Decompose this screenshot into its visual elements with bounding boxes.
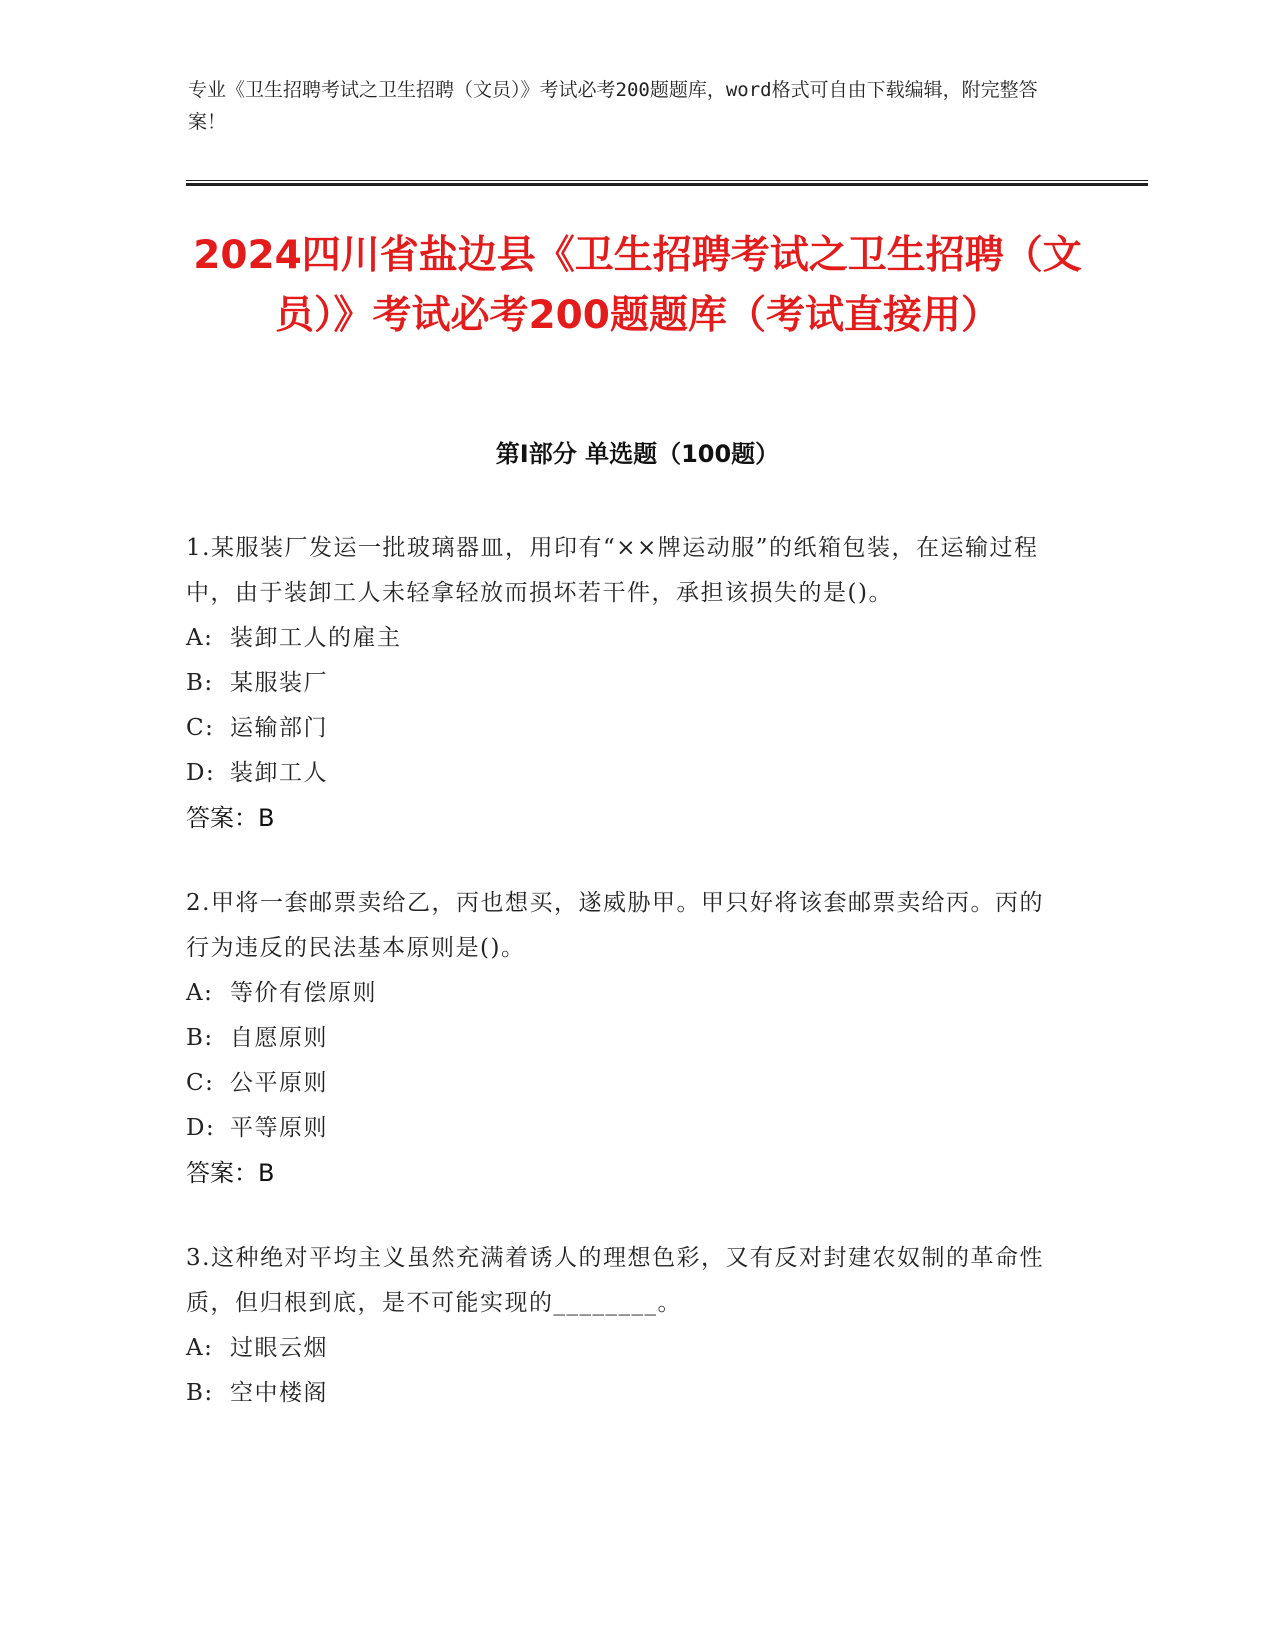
question-2 xyxy=(186,881,1066,1196)
option-a xyxy=(186,1326,1066,1371)
question-stem: 2.甲将一套邮票卖给乙，丙也想买，遂威胁甲。甲只好将该套邮票卖给丙。丙的行为违反的民法基本原则是()。 xyxy=(186,890,1044,961)
option-key: A: xyxy=(186,625,214,651)
option-key: B: xyxy=(186,1025,214,1051)
option-b xyxy=(186,1016,1066,1061)
question-stem: 3.这种绝对平均主义虽然充满着诱人的理想色彩，又有反对封建农奴制的革命性质，但归根到底，是不可能实现的________。 xyxy=(186,1245,1044,1316)
option-text: 公平原则 xyxy=(230,1070,328,1096)
option-key: A: xyxy=(186,1335,214,1361)
option-key: C: xyxy=(186,1070,215,1096)
option-a xyxy=(186,971,1066,1016)
option-text: 某服装厂 xyxy=(230,670,328,696)
header-divider-thin xyxy=(186,180,1148,181)
section-title: 第I部分 单选题（100题） xyxy=(495,440,780,468)
question-stem: 1.某服装厂发运一批玻璃器皿，用印有“××牌运动服”的纸箱包装，在运输过程中，由于装卸工人未轻拿轻放而损坏若干件，承担该损失的是()。 xyxy=(186,535,1039,606)
option-text: 过眼云烟 xyxy=(230,1335,328,1361)
question-list xyxy=(186,526,1066,1456)
question-1 xyxy=(186,526,1066,841)
option-text: 空中楼阁 xyxy=(230,1380,328,1406)
option-b xyxy=(186,1371,1066,1416)
option-key: B: xyxy=(186,670,214,696)
option-text: 等价有偿原则 xyxy=(230,980,377,1006)
header-note: 专业《卫生招聘考试之卫生招聘（文员）》考试必考200题题库，word格式可自由下载编辑，附完整答案！ xyxy=(188,79,1038,133)
option-key: B: xyxy=(186,1380,214,1406)
answer-line: 答案：B xyxy=(186,804,275,832)
option-key: D: xyxy=(186,1115,216,1141)
option-text: 装卸工人的雇主 xyxy=(230,625,402,651)
option-text: 运输部门 xyxy=(230,715,328,741)
option-key: D: xyxy=(186,760,216,786)
option-c xyxy=(186,706,1066,751)
header-divider-thick xyxy=(186,183,1148,186)
option-c xyxy=(186,1061,1066,1106)
option-d xyxy=(186,1106,1066,1151)
option-text: 平等原则 xyxy=(230,1115,328,1141)
option-a xyxy=(186,616,1066,661)
option-text: 自愿原则 xyxy=(230,1025,328,1051)
option-key: C: xyxy=(186,715,215,741)
option-d xyxy=(186,751,1066,796)
document-title: 2024四川省盐边县《卫生招聘考试之卫生招聘（文员）》考试必考200题题库（考试直接用） xyxy=(193,233,1082,338)
question-3 xyxy=(186,1236,1066,1416)
answer-line: 答案：B xyxy=(186,1159,275,1187)
option-b xyxy=(186,661,1066,706)
option-key: A: xyxy=(186,980,214,1006)
option-text: 装卸工人 xyxy=(230,760,328,786)
